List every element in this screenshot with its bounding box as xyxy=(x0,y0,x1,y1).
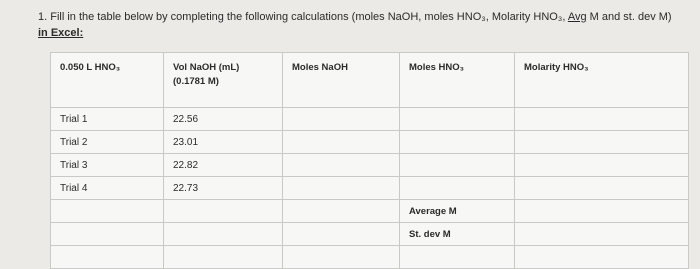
moles-naoh-cell[interactable] xyxy=(283,108,400,131)
empty-cell[interactable] xyxy=(164,246,283,269)
moles-naoh-cell[interactable] xyxy=(283,177,400,200)
moles-hno3-cell[interactable] xyxy=(400,154,515,177)
table-row xyxy=(51,108,689,131)
vol-naoh-cell[interactable]: 23.01 xyxy=(164,131,283,154)
molarity-hno3-cell[interactable] xyxy=(515,177,689,200)
empty-cell[interactable] xyxy=(51,246,164,269)
average-m-cell[interactable] xyxy=(515,200,689,223)
row-label[interactable]: Trial 2 xyxy=(51,131,164,154)
header-moles-naoh[interactable]: Moles NaOH xyxy=(283,53,400,108)
table-row xyxy=(51,177,689,200)
header-vol-naoh-label: Vol NaOH (mL) xyxy=(173,62,240,73)
moles-naoh-cell[interactable] xyxy=(283,154,400,177)
empty-cell[interactable] xyxy=(515,246,689,269)
header-moles-hno3[interactable]: Moles HNO₃ xyxy=(400,53,515,108)
molarity-hno3-cell[interactable] xyxy=(515,131,689,154)
stdev-m-cell[interactable] xyxy=(515,223,689,246)
moles-naoh-cell[interactable] xyxy=(283,131,400,154)
table-row xyxy=(51,131,689,154)
table-row xyxy=(51,200,689,223)
empty-cell[interactable] xyxy=(164,200,283,223)
moles-hno3-cell[interactable] xyxy=(400,131,515,154)
header-molarity-hno3[interactable]: Molarity HNO₃ xyxy=(515,53,689,108)
row-label[interactable]: Trial 1 xyxy=(51,108,164,131)
header-volume-hno3[interactable]: 0.050 L HNO₃ xyxy=(51,53,164,108)
molarity-hno3-cell[interactable] xyxy=(515,154,689,177)
moles-hno3-cell[interactable] xyxy=(400,177,515,200)
empty-cell[interactable] xyxy=(283,200,400,223)
empty-cell[interactable] xyxy=(164,223,283,246)
empty-cell[interactable] xyxy=(400,246,515,269)
stdev-m-label[interactable]: St. dev M xyxy=(400,223,515,246)
empty-cell[interactable] xyxy=(51,200,164,223)
molarity-hno3-cell[interactable] xyxy=(515,108,689,131)
header-vol-naoh[interactable] xyxy=(164,53,283,108)
header-vol-naoh-conc: (0.1781 M) xyxy=(173,76,219,87)
instructions-middle: M and st. dev M) xyxy=(586,11,672,23)
instructions-avg: Avg xyxy=(567,11,587,23)
empty-cell[interactable] xyxy=(283,223,400,246)
instructions-in-excel: in Excel: xyxy=(38,27,84,39)
empty-cell[interactable] xyxy=(283,246,400,269)
header-row xyxy=(51,53,689,108)
moles-hno3-cell[interactable] xyxy=(400,108,515,131)
row-label[interactable]: Trial 3 xyxy=(51,154,164,177)
average-m-label[interactable]: Average M xyxy=(400,200,515,223)
table-row xyxy=(51,154,689,177)
empty-cell[interactable] xyxy=(51,223,164,246)
table-row xyxy=(51,246,689,269)
vol-naoh-cell[interactable]: 22.73 xyxy=(164,177,283,200)
table-row xyxy=(51,223,689,246)
row-label[interactable]: Trial 4 xyxy=(51,177,164,200)
vol-naoh-cell[interactable]: 22.56 xyxy=(164,108,283,131)
vol-naoh-cell[interactable]: 22.82 xyxy=(164,154,283,177)
data-table xyxy=(50,52,689,269)
instructions-prefix: 1. Fill in the table below by completing the following calculations (moles NaOH, moles HNO₃, Molarity HNO₃, xyxy=(38,11,568,23)
instructions xyxy=(38,9,678,41)
